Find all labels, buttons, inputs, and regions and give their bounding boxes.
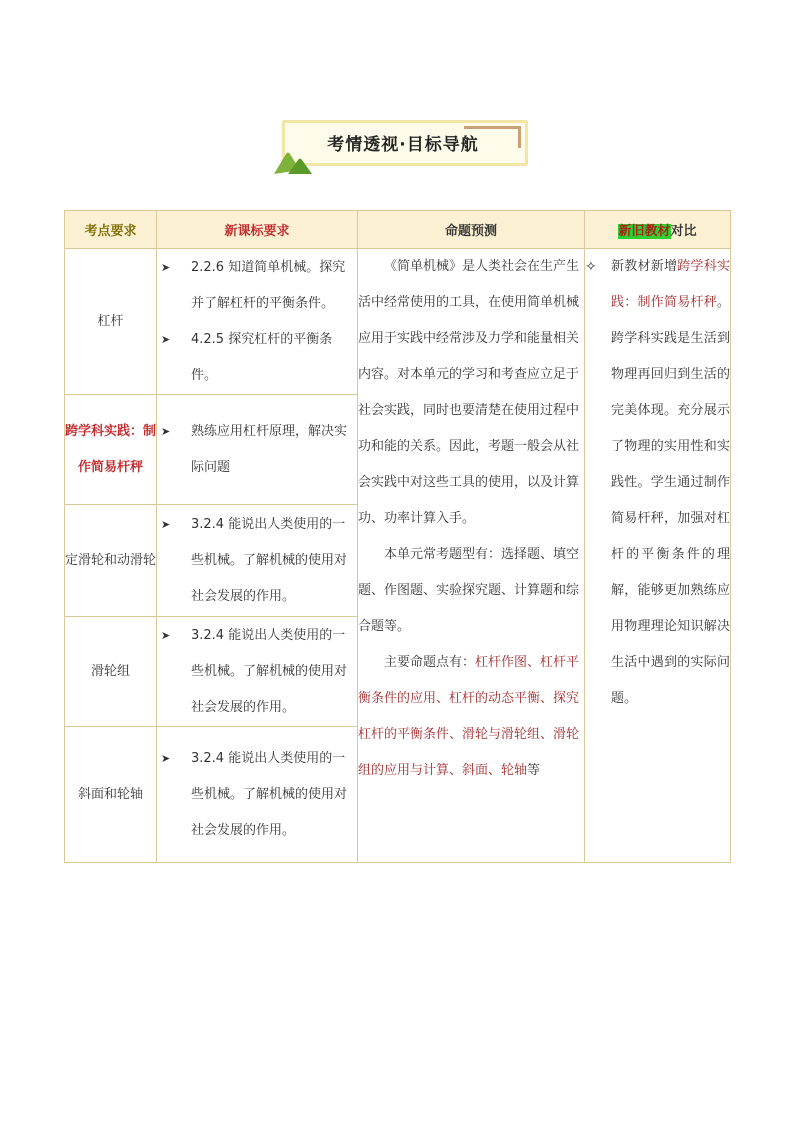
exam-point: 跨学科实践：制作简易杆秤 bbox=[65, 395, 157, 505]
prediction-cell bbox=[358, 249, 585, 863]
exam-point: 定滑轮和动滑轮 bbox=[65, 505, 157, 617]
prediction-paragraph: 主要命题点有：杠杆作图、杠杆平衡条件的应用、杠杆的动态平衡、探究杠杆的平衡条件、滑轮与滑轮组、滑轮组的应用与计算、斜面、轮轴等 bbox=[358, 655, 580, 778]
list-item: ➤ 2.2.6 知道简单机械。探究并了解杠杆的平衡条件。 bbox=[157, 250, 357, 322]
prediction-paragraph: 《简单机械》是人类社会在生产生活中经常使用的工具，在使用简单机械应用于实践中经常涉及力学和能量相关内容。对本单元的学习和考查应立足于社会实践，同时也要清楚在使用过程中功和能的关系。因此，考题一般会从社会实践中对这些工具的使用，以及计算功、功率计算入手。 bbox=[358, 259, 580, 526]
banner-decoration-bar bbox=[464, 126, 520, 129]
requirements-cell bbox=[157, 727, 358, 863]
section-banner bbox=[274, 118, 532, 174]
header-exam-points: 考点要求 bbox=[65, 211, 157, 249]
comparison-cell bbox=[585, 249, 731, 863]
requirements-cell bbox=[157, 505, 358, 617]
header-curriculum-requirements: 新课标要求 bbox=[157, 211, 358, 249]
banner-title: 考情透视·目标导航 bbox=[327, 135, 479, 155]
arrow-bullet-icon: ➤ bbox=[161, 424, 171, 438]
list-item: ➤ 3.2.4 能说出人类使用的一些机械。了解机械的使用对社会发展的作用。 bbox=[157, 741, 357, 849]
comparison-text: 新教材新增跨学科实践：制作简易杆秤。跨学科实践是生活到物理再回归到生活的完美体现。充分展示了物理的实用性和实践性。学生通过制作简易杆秤，加强对杠杆的平衡条件的理解，能够更加熟练应用物理理论知识解决生活中遇到的实际问题。 bbox=[611, 259, 730, 706]
list-item: ➤ 熟练应用杠杆原理，解决实际问题 bbox=[157, 414, 357, 486]
header-textbook-comparison: 新旧教材对比 bbox=[585, 211, 731, 249]
arrow-bullet-icon: ➤ bbox=[161, 332, 171, 346]
list-item: ➤ 4.2.5 探究杠杆的平衡条件。 bbox=[157, 322, 357, 394]
list-item: ➤ 3.2.4 能说出人类使用的一些机械。了解机械的使用对社会发展的作用。 bbox=[157, 618, 357, 726]
requirements-cell bbox=[157, 395, 358, 505]
exam-point: 斜面和轮轴 bbox=[65, 727, 157, 863]
arrow-bullet-icon: ➤ bbox=[161, 260, 171, 274]
list-item: ➤ 3.2.4 能说出人类使用的一些机械。了解机械的使用对社会发展的作用。 bbox=[157, 507, 357, 615]
table-header-row bbox=[65, 211, 731, 249]
arrow-bullet-icon: ➤ bbox=[161, 517, 171, 531]
exam-point: 滑轮组 bbox=[65, 617, 157, 727]
exam-point: 杠杆 bbox=[65, 249, 157, 395]
diamond-bullet-icon: ✧ bbox=[585, 259, 597, 275]
requirements-cell bbox=[157, 249, 358, 395]
exam-analysis-table bbox=[64, 210, 731, 863]
header-prediction: 命题预测 bbox=[358, 211, 585, 249]
table-row bbox=[65, 249, 731, 395]
requirements-cell bbox=[157, 617, 358, 727]
arrow-bullet-icon: ➤ bbox=[161, 751, 171, 765]
prediction-paragraph: 本单元常考题型有：选择题、填空题、作图题、实验探究题、计算题和综合题等。 bbox=[358, 547, 580, 634]
arrow-bullet-icon: ➤ bbox=[161, 628, 171, 642]
